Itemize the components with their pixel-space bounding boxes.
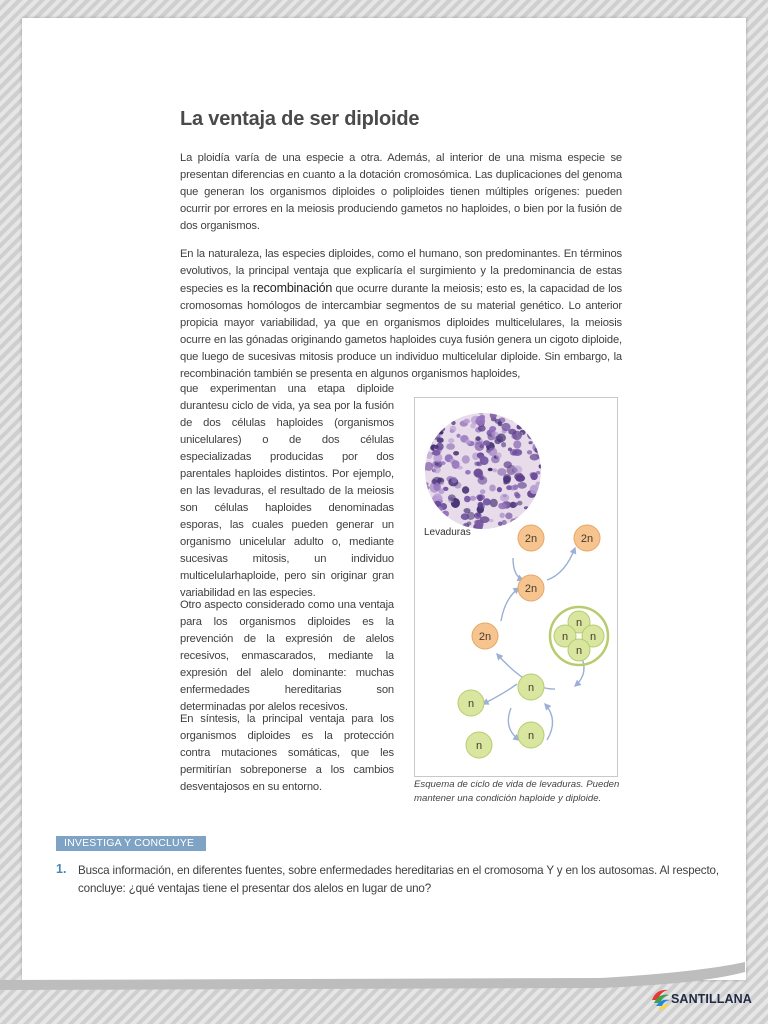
- paragraph-recombination: [180, 246, 622, 383]
- brand-name: SANTILLANA: [671, 992, 752, 1006]
- cycle-arrow: [508, 708, 519, 740]
- diploid-cell: [574, 525, 600, 551]
- spore-cell: [568, 639, 590, 661]
- paragraph-recombination-end: que ocurre durante la meiosis; esto es, la capacidad de los cromosomas homólogos de intercambiar segmentos de su material genético. Lo anterior propicia mayor variabilidad, ya que en organismos diploides multicelulares, la meiosis ocurre en las gónadas originando gametos haploides cuya fusión genera un cigoto diploide, que luego de sucesivas mitosis produce un individuo multicelular diploide. Sin embargo, la recombinación también se presenta en algunos organismos haploides,: [180, 283, 622, 380]
- figure-label-levaduras: Levaduras: [424, 527, 471, 538]
- cycle-arrow: [547, 548, 575, 580]
- cycle-arrow: [545, 704, 553, 740]
- figure-caption: Esquema de ciclo de vida de levaduras. Pueden mantener una condición haploide y diploide.: [414, 779, 620, 804]
- svg-text:2n: 2n: [524, 533, 538, 545]
- svg-text:n: n: [575, 617, 583, 629]
- cycle-arrow: [483, 684, 517, 704]
- svg-text:n: n: [527, 730, 535, 742]
- diploid-cell: [472, 623, 498, 649]
- haploid-cell: [466, 732, 492, 758]
- svg-text:n: n: [561, 631, 569, 643]
- paragraph-recessive: Otro aspecto considerado como una ventaja para los organismos diploides es la prevención de la expresión de alelos recesivos, enmascarados, mediante la expresión del alelo dominante: muchas enfermedades hereditarias son determinadas por alelos recesivos.: [180, 599, 394, 713]
- yeast-lifecycle-figure: [414, 397, 618, 777]
- paragraph-yeast: que experimentan una etapa diploide durantesu ciclo de vida, ya sea por la fusión de dos células haploides (organismos unicelulares) o de dos células especializadas producidas por dos parentales haploides distintos. Por ejemplo, en las levaduras, el resultado de la meiosis son células haploides denominadas esporas, las cuales pueden generar un organismo unicelular adulto o, mediante sucesivas mitosis, un individuo multicelularhaploide, pero sin originar gran variabilidad en las especies.: [180, 383, 394, 599]
- lifecycle-cells: [458, 525, 608, 758]
- diploid-cell: [518, 575, 544, 601]
- question-number: 1.: [56, 862, 67, 876]
- yeast-micrograph: [420, 406, 547, 533]
- diploid-cell: [518, 525, 544, 551]
- paragraph-recombination-start: En la naturaleza, las especies diploides, como el humano, son predominantes. En términos evolutivos, la principal ventaja que explicaría el surgimiento y la predominancia de estas especies es la: [180, 248, 622, 295]
- haploid-cell: [518, 674, 544, 700]
- paragraph-synthesis: En síntesis, la principal ventaja para los organismos diploides es la protección contra mutaciones somáticas, que les permitirían sobreponerse a los cambios desventajosos en su entorno.: [180, 713, 394, 793]
- paragraph-ploidy: La ploidía varía de una especie a otra. Además, al interior de una misma especie se presentan diferencias en cuanto a la dotación cromosómica. Las duplicaciones del genoma que generan los organismos diploides o poliploides tienen múltiples orígenes: pueden ocurrir por errores en la meiosis produciendo gametos no haploides, o bien por la fusión de dos organismos.: [180, 152, 622, 232]
- svg-text:2n: 2n: [580, 533, 594, 545]
- svg-text:n: n: [527, 682, 535, 694]
- svg-text:n: n: [575, 645, 583, 657]
- svg-text:2n: 2n: [524, 583, 538, 595]
- cycle-arrow: [501, 588, 519, 621]
- svg-text:n: n: [589, 631, 597, 643]
- keyword-recombination: recombinación: [252, 281, 333, 295]
- question-text: Busca información, en diferentes fuentes, sobre enfermedades hereditarias en el cromosoma Y y en los autosomas. Al respecto, concluye: ¿qué ventajas tiene el presentar dos alelos en lugar de uno?: [78, 864, 719, 895]
- svg-text:2n: 2n: [478, 631, 492, 643]
- svg-text:n: n: [475, 740, 483, 752]
- svg-text:n: n: [467, 698, 475, 710]
- cycle-arrow: [513, 558, 523, 580]
- section-investiga-concluye: INVESTIGA Y CONCLUYE: [56, 836, 206, 851]
- haploid-cell: [518, 722, 544, 748]
- haploid-cell: [458, 690, 484, 716]
- lifecycle-diagram: [415, 398, 617, 776]
- page-title: La ventaja de ser diploide: [180, 108, 420, 130]
